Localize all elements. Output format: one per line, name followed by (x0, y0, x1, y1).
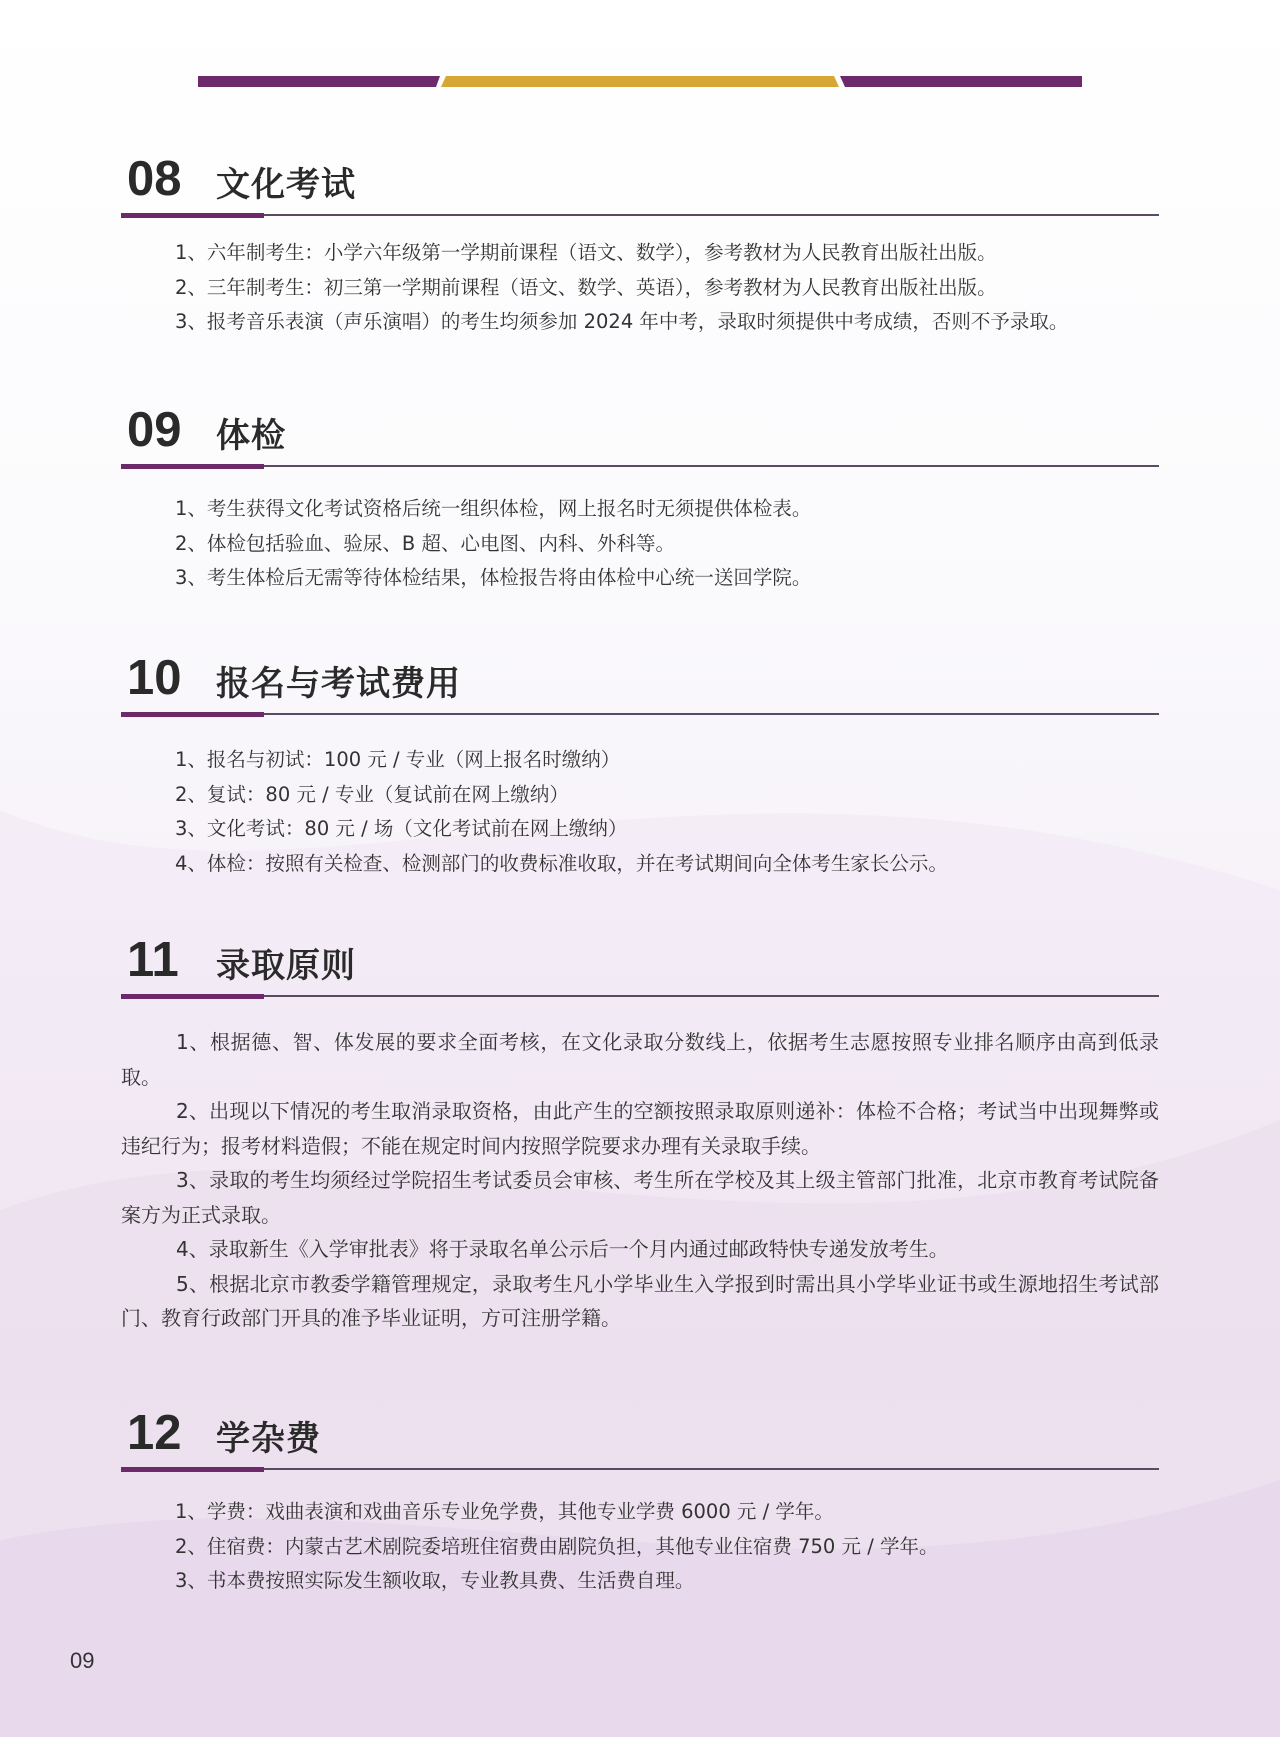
section-header (121, 395, 1159, 467)
paragraph: 4、录取新生《入学审批表》将于录取名单公示后一个月内通过邮政特快专递发放考生。 (176, 1237, 949, 1261)
section-divider (121, 713, 1159, 715)
list-item: 1、考生获得文化考试资格后统一组织体检，网上报名时无须提供体检表。 (175, 497, 812, 520)
list-item: 2、住宿费：内蒙古艺术剧院委培班住宿费由剧院负担，其他专业住宿费 750 元 / 学年。 (175, 1534, 939, 1558)
section-divider (121, 214, 1159, 216)
section-title: 学杂费 (216, 1419, 321, 1459)
list-item: 3、书本费按照实际发生额收取，专业教具费、生活费自理。 (175, 1569, 695, 1592)
section-divider-accent (121, 213, 264, 218)
section-divider-accent (121, 994, 264, 999)
list-item: 4、体检：按照有关检查、检测部门的收费标准收取，并在考试期间向全体考生家长公示。 (175, 851, 948, 875)
section-header (121, 1398, 1159, 1470)
section-header (121, 643, 1159, 715)
section-header (121, 144, 1159, 216)
section-number: 08 (127, 152, 182, 206)
section-number: 09 (127, 403, 182, 457)
section-title: 文化考试 (216, 165, 356, 205)
list-item: 1、报名与初试：100 元 / 专业（网上报名时缴纳） (175, 748, 621, 771)
paragraph: 5、根据北京市教委学籍管理规定，录取考生凡小学毕业生入学报到时需出具小学毕业证书或生源地招生考试部门、教育行政部门开具的准予毕业证明，方可注册学籍。 (121, 1271, 1159, 1330)
section-header (121, 925, 1159, 997)
paragraph: 1、根据德、智、体发展的要求全面考核，在文化录取分数线上，依据考生志愿按照专业排名顺序由高到低录取。 (121, 1030, 1159, 1089)
section-number: 12 (127, 1406, 182, 1460)
section-title: 录取原则 (216, 946, 356, 986)
section-tuition-fees (121, 1398, 1159, 1599)
section-divider (121, 1468, 1159, 1470)
list-item: 3、文化考试：80 元 / 场（文化考试前在网上缴纳） (175, 817, 628, 840)
section-number: 10 (127, 651, 182, 705)
list-item: 2、复试：80 元 / 专业（复试前在网上缴纳） (175, 782, 569, 806)
list-item: 1、学费：戏曲表演和戏曲音乐专业免学费，其他专业学费 6000 元 / 学年。 (175, 1500, 834, 1523)
section-divider (121, 465, 1159, 467)
section-divider-accent (121, 1467, 264, 1472)
section-divider-accent (121, 712, 264, 717)
list-item: 2、体检包括验血、验尿、B 超、心电图、内科、外科等。 (175, 531, 675, 555)
section-cultural-exam (121, 144, 1159, 340)
list-item: 2、三年制考生：初三第一学期前课程（语文、数学、英语），参考教材为人民教育出版社出版。 (175, 275, 997, 299)
section-number: 11 (127, 933, 179, 987)
list-item: 1、六年制考生：小学六年级第一学期前课程（语文、数学），参考教材为人民教育出版社出版。 (175, 241, 997, 264)
paragraph: 3、录取的考生均须经过学院招生考试委员会审核、考生所在学校及其上级主管部门批准，北京市教育考试院备案方为正式录取。 (121, 1168, 1159, 1227)
section-title: 报名与考试费用 (216, 664, 461, 704)
section-title: 体检 (216, 416, 286, 456)
paragraph: 2、出现以下情况的考生取消录取资格，由此产生的空额按照录取原则递补：体检不合格；考试当中出现舞弊或违纪行为；报考材料造假；不能在规定时间内按照学院要求办理有关录取手续。 (121, 1099, 1159, 1158)
section-admission-principles (121, 925, 1159, 1336)
section-divider (121, 995, 1159, 997)
page-number: 09 (70, 1648, 95, 1673)
list-item: 3、考生体检后无需等待体检结果，体检报告将由体检中心统一送回学院。 (175, 566, 812, 589)
section-divider-accent (121, 464, 264, 469)
section-physical-exam (121, 395, 1159, 596)
list-item: 3、报考音乐表演（声乐演唱）的考生均须参加 2024 年中考，录取时须提供中考成绩，否则不予录取。 (175, 310, 1069, 333)
top-decorative-band (198, 76, 1082, 87)
section-fees (121, 643, 1159, 881)
